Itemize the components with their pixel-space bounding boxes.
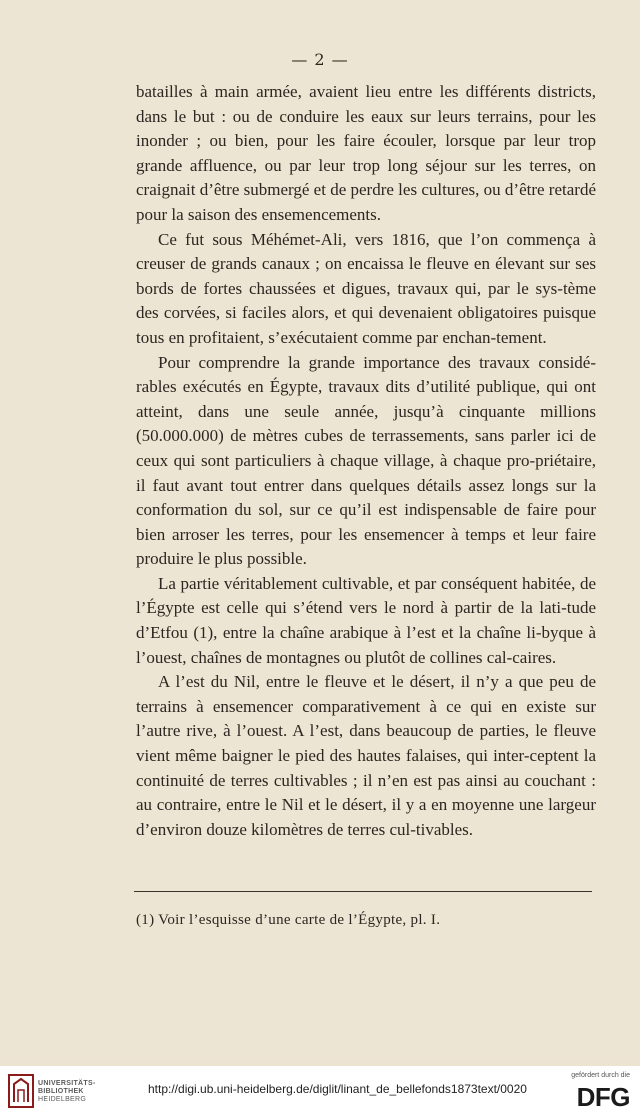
- university-library-name: [38, 1080, 96, 1104]
- footnote-divider: [134, 891, 592, 892]
- page-number: — 2 —: [291, 50, 349, 69]
- body-text: [136, 80, 596, 842]
- permalink-url[interactable]: http://digi.ub.uni-heidelberg.de/diglit/linant_de_bellefonds1873text/0020: [148, 1082, 527, 1096]
- paragraph-2: Ce fut sous Méhémet-Ali, vers 1816, que l’on commença à creuser de grands canaux ; on encaissa le fleuve en élevant sur ses bords de fortes chaussées et digues, travaux qui, par le sys-tème des corvées, si faciles alors, et qui devenaient obligatoires puisque tous en profitaient, s’exécutaient comme par enchan-tement.: [136, 229, 596, 347]
- viewer-footer: [0, 1066, 640, 1118]
- paragraph-4: La partie véritablement cultivable, et par conséquent habitée, de l’Égypte est celle qui s’étend vers le nord à partir de la lati-tude d’Etfou (1), entre la chaîne arabique à l’est et la chaîne li-byque à l’ouest, chaînes de montagnes ou plutôt de collines cal-caires.: [136, 573, 596, 667]
- footnote: (1) Voir l’esquisse d’une carte de l’Égypte, pl. I.: [136, 912, 441, 928]
- paragraph-3: Pour comprendre la grande importance des travaux considé-rables exécutés en Égypte, travaux dits d’utilité publique, qui ont atteint, dans une seule année, jusqu’à cinquante millions (50.000.000) de mètres cubes de terrassements, sans parler ici de ceux qui sont particuliers à chaque village, à chaque pro-priétaire, il faut avant tout entrer dans quelques détails assez longs sur la conformation du sol, sur ce qu’il est indispensable de faire pour bien arroser les terres, pour les ensemencer à temps et leur faire produire le plus possible.: [136, 352, 596, 569]
- uni-name-line-2: BIBLIOTHEK: [38, 1088, 84, 1095]
- paragraph-1: batailles à main armée, avaient lieu entre les différents districts, dans le but : ou de conduire les eaux sur leurs terrains, pour les inonder ; ou bien, pour les faire écouler, lorsque par leur trop grande affluence, ou par leur trop long séjour sur les terres, on craignait d’être submergé et de perdre les cultures, ou d’être retardé pour la saison des ensemencements.: [136, 82, 596, 224]
- uni-name-line-1: UNIVERSITÄTS-: [38, 1080, 96, 1087]
- university-seal-icon: [8, 1074, 34, 1108]
- paragraph-5: A l’est du Nil, entre le fleuve et le désert, il n’y a que peu de terrains à ensemencer comparativement à ce qui en existe sur l’autre rive, à l’ouest. A l’est, dans beaucoup de parties, le fleuve vient même baigner le pied des hautes falaises, qui inter-ceptent la continuité de terres cultivables ; il n’en est pas ainsi au couchant : au contraire, entre le Nil et le désert, il y a en moyenne une largeur d’environ douze kilomètres de terres cul-tivables.: [136, 672, 596, 839]
- dfg-caption: gefördert durch die: [571, 1072, 630, 1079]
- dfg-logo: DFG: [576, 1082, 630, 1112]
- uni-name-line-3: HEIDELBERG: [38, 1096, 87, 1103]
